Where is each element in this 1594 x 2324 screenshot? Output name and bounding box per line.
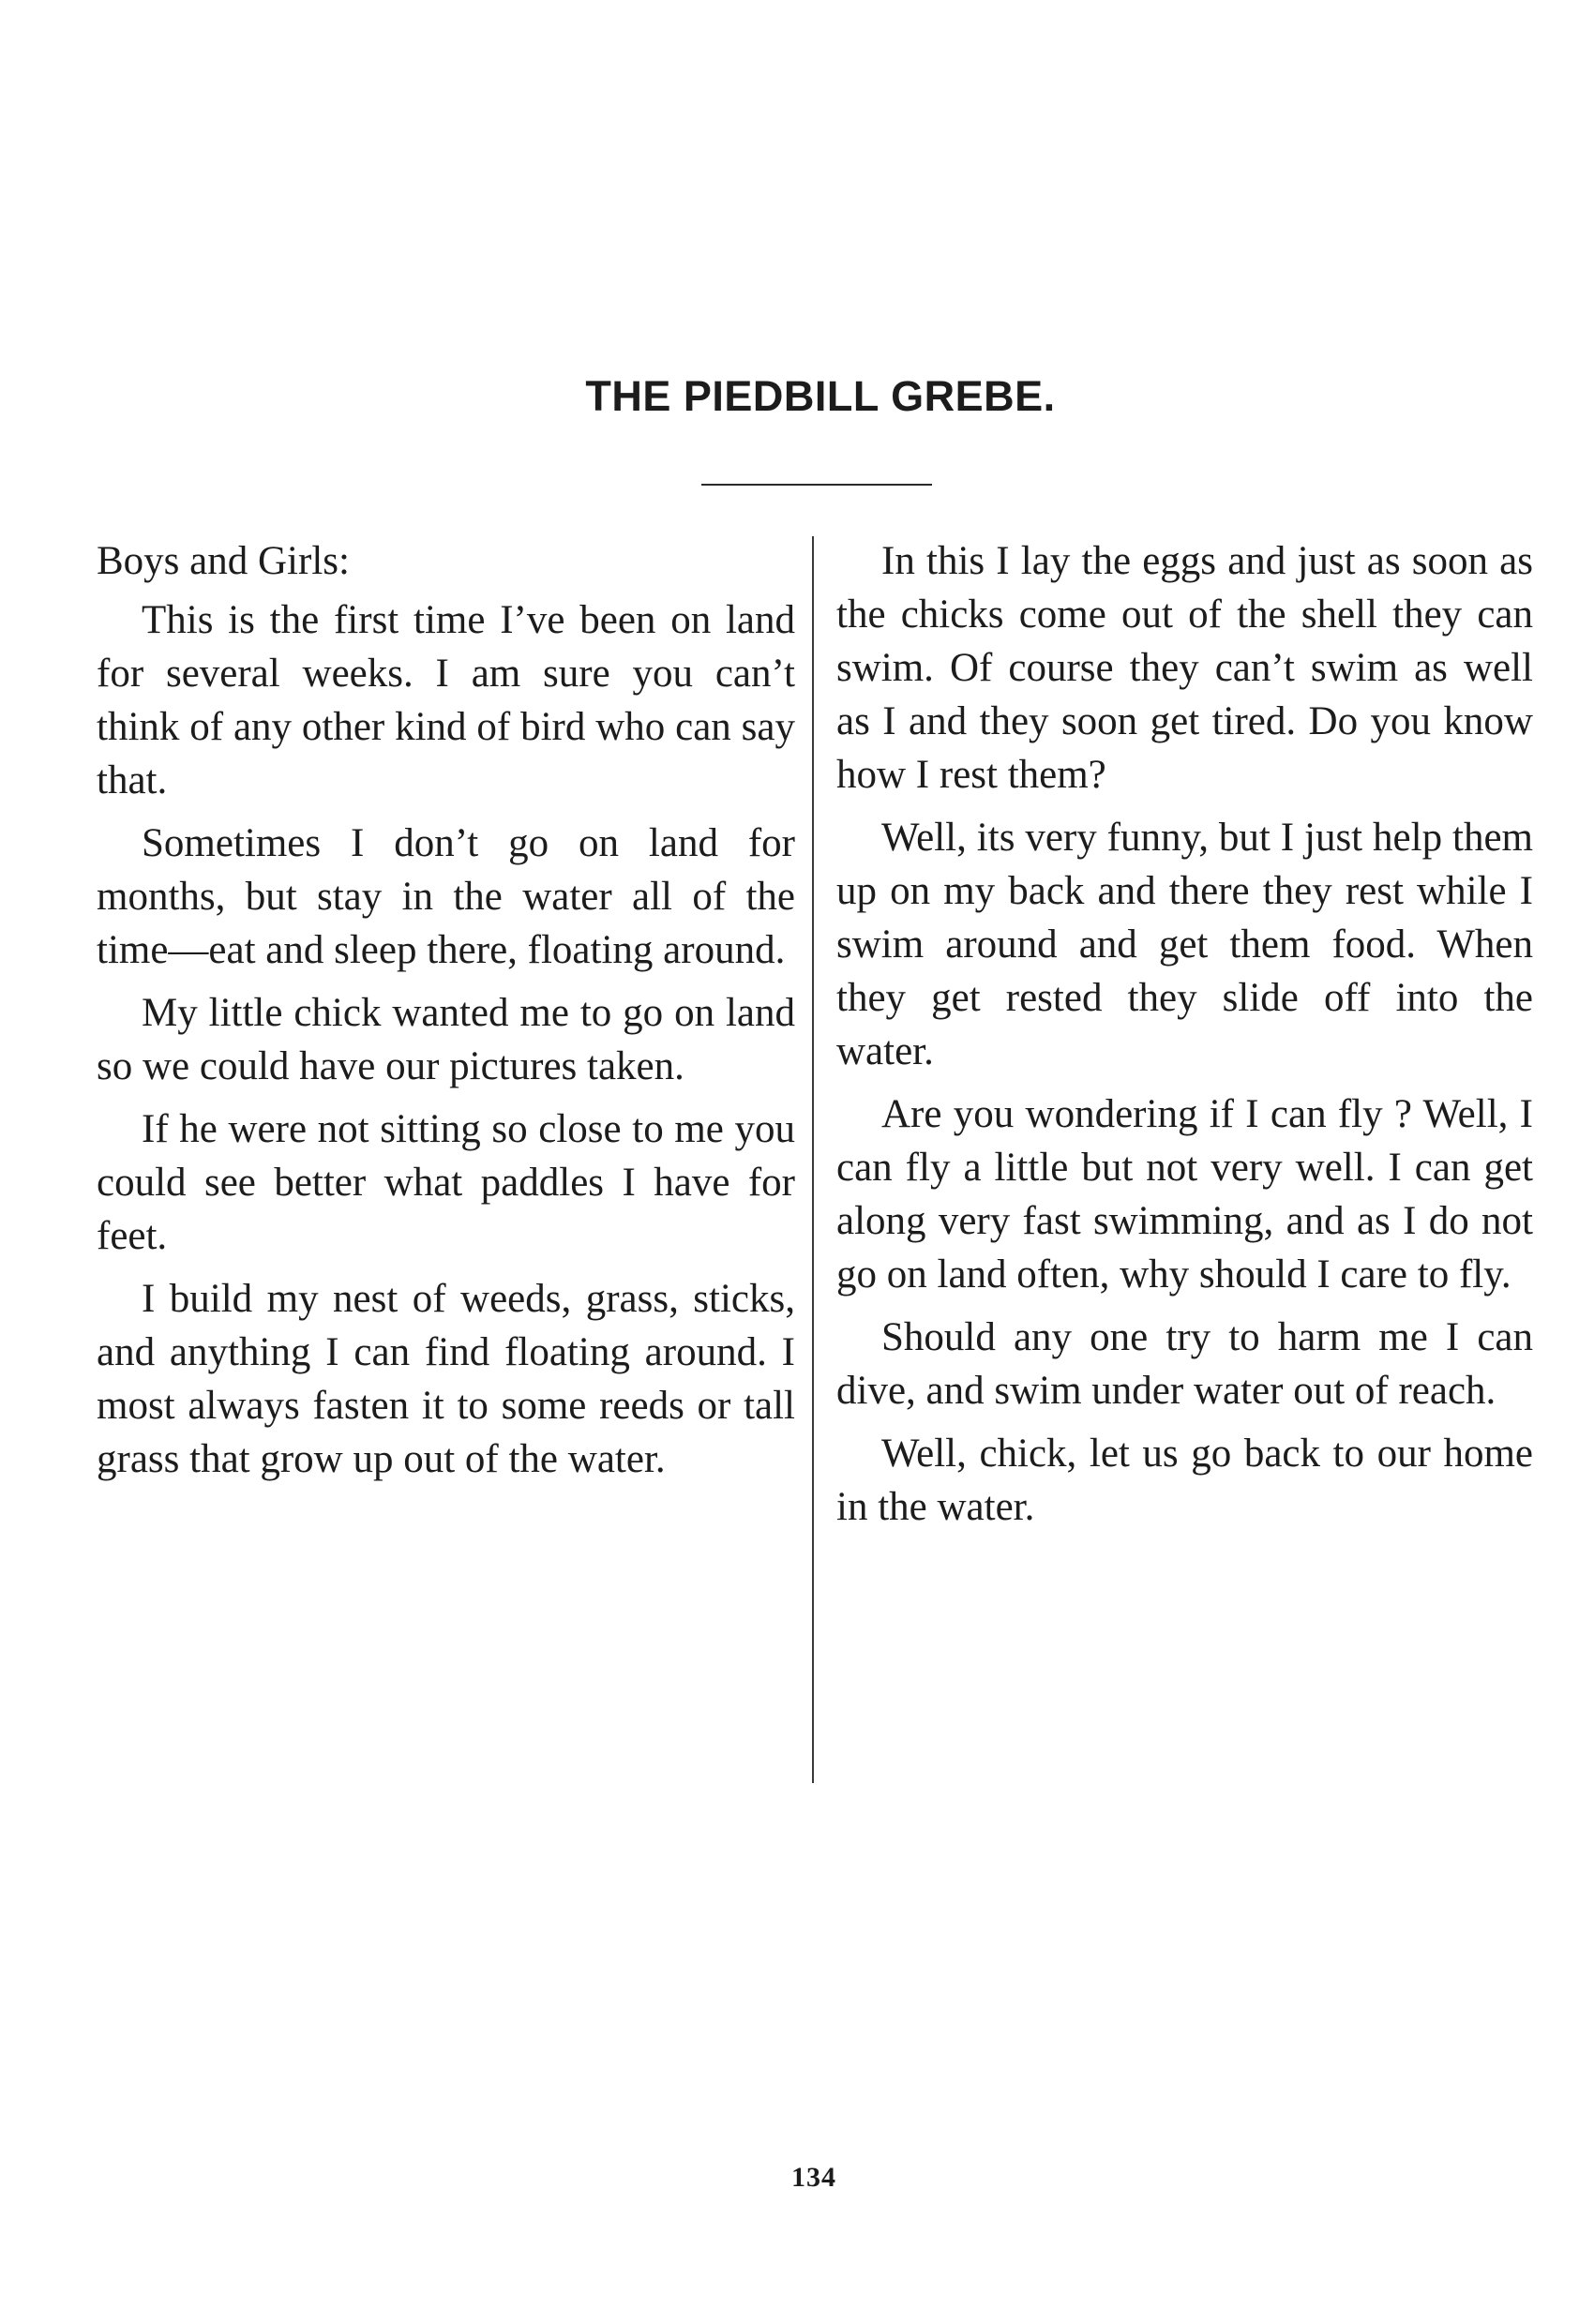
right-paragraph-2: Well, its very funny, but I just help them up on my back and there they rest while I swim around and get them food. When they get rested they slide off into the water.	[836, 816, 1533, 1073]
column-divider	[812, 536, 814, 1783]
left-paragraph-4: If he were not sitting so close to me you could see better what paddles I have for feet.	[97, 1107, 795, 1258]
right-column	[836, 534, 1533, 1543]
left-column	[97, 534, 795, 1495]
right-paragraph-3: Are you wondering if I can fly ? Well, I can fly a little but not very well. I can get along very fast swimming, and as I do not go on land often, why should I care to fly.	[836, 1092, 1533, 1297]
left-paragraph-3: My little chick wanted me to go on land so we could have our pictures taken.	[97, 991, 795, 1088]
salutation: Boys and Girls:	[97, 539, 350, 583]
page-number: 134	[791, 2162, 836, 2193]
right-paragraph-1: In this I lay the eggs and just as soon as the chicks come out of the shell they can swim. Of course they can’t swim as well as I and they soon get tired. Do you know how I rest them?	[836, 539, 1533, 797]
left-paragraph-5: I build my nest of weeds, grass, sticks, and anything I can find floating around. I most always fasten it to some reeds or tall grass that grow up out of the water.	[97, 1277, 795, 1481]
left-paragraph-2: Sometimes I don’t go on land for months, but stay in the water all of the time—eat and sleep there, floating around.	[97, 821, 795, 972]
page-title: THE PIEDBILL GREBE.	[585, 372, 1056, 420]
title-rule	[701, 484, 932, 486]
right-paragraph-5: Well, chick, let us go back to our home in the water.	[836, 1432, 1533, 1529]
left-paragraph-1: This is the first time I’ve been on land for several weeks. I am sure you can’t think of any other kind of bird who can say that.	[97, 598, 795, 802]
right-paragraph-4: Should any one try to harm me I can dive, and swim under water out of reach.	[836, 1315, 1533, 1413]
